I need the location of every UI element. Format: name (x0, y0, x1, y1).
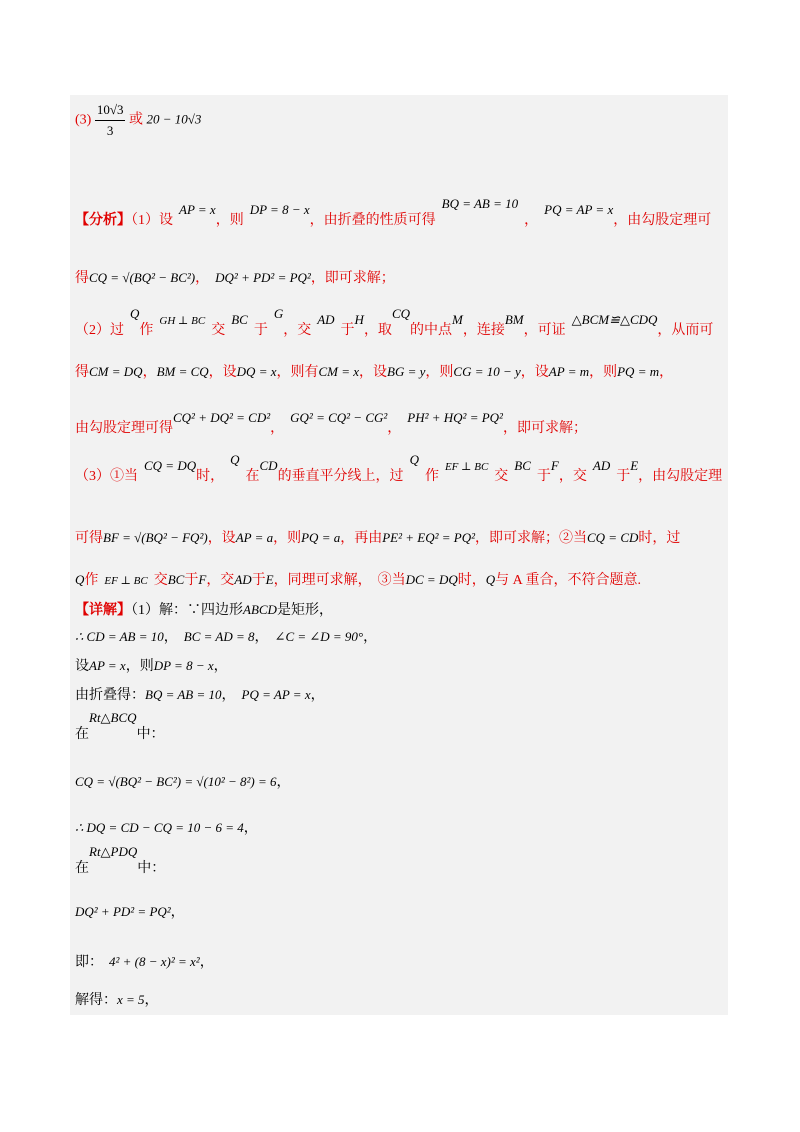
text: ，设 (207, 531, 236, 546)
text: ，设 (359, 365, 388, 380)
analysis-line-4 (75, 362, 732, 383)
math: EF ⊥ BC (104, 575, 148, 587)
text: 解得： (75, 993, 117, 1008)
math: AD (317, 312, 335, 327)
math: Q (409, 452, 419, 467)
text: ， (524, 213, 539, 228)
text: 得 (75, 365, 89, 380)
math: CQ = √(BQ² − BC²) (89, 270, 196, 285)
math: Q (75, 572, 85, 587)
math: AD (234, 572, 252, 587)
text: ③当 (377, 573, 406, 588)
math: G (273, 306, 284, 321)
fraction-denominator: 3 (106, 123, 114, 138)
math: Q (230, 452, 240, 467)
text: ，交 (283, 323, 312, 338)
text: ， (276, 775, 291, 790)
text: 作 (84, 573, 99, 588)
math: CQ = CD (587, 530, 639, 545)
text: ，由折叠的性质可得 (309, 213, 436, 228)
math: CQ = √(BQ² − BC²) = √(10² − 8²) = 6 (75, 774, 277, 789)
answer-3-alt: 20 − 10√3 (146, 111, 202, 127)
math: CD (259, 458, 278, 473)
math: E (265, 572, 274, 587)
text: ，连接 (462, 323, 505, 338)
math: BC (231, 312, 248, 327)
math: x = 5 (117, 992, 145, 1007)
detail-line-9 (75, 902, 732, 923)
answer-3-or: 或 (128, 112, 143, 128)
text: ， (243, 821, 258, 836)
math: BC (167, 572, 185, 587)
text: ，可证 (523, 323, 566, 338)
text: 时，过 (638, 531, 681, 546)
answer-3-label: (3) (75, 112, 92, 128)
math: 4² + (8 − x)² = x² (109, 954, 200, 969)
detail-line-5 (75, 710, 732, 745)
math: DQ² + PD² = PQ² (75, 904, 171, 919)
math: AD (592, 458, 611, 473)
math: GH ⊥ BC (159, 315, 206, 327)
text: 与 A 重合，不符合题意. (495, 573, 641, 588)
text: 可得 (75, 531, 103, 546)
text: ，设 (208, 365, 237, 380)
text: 作 (424, 469, 439, 484)
detail-line-6 (75, 772, 732, 793)
analysis-line-5 (75, 410, 732, 439)
detail-line-8 (75, 844, 732, 879)
text: ，即可求解； (310, 271, 395, 286)
text: 得 (75, 271, 89, 286)
text: 于 (340, 323, 355, 338)
math: DQ² + PD² = PQ² (215, 270, 311, 285)
text: 在 (75, 727, 89, 742)
math: AP = m (548, 364, 590, 379)
math: PH² + HQ² = PQ² (407, 410, 503, 425)
text: ， (195, 271, 210, 286)
answer-3-fraction (95, 100, 126, 141)
text: ， (213, 659, 228, 674)
math: ∠C = ∠D = 90° (274, 629, 364, 644)
math: BF = √(BQ² − FQ²) (103, 530, 208, 545)
math: CQ = DQ (144, 458, 197, 473)
math: CG = 10 − y (453, 364, 521, 379)
text: ，由勾股定理可 (613, 213, 712, 228)
text: ，交 (558, 469, 587, 484)
math: ∴ CD = AB = 10 (75, 629, 164, 644)
analysis-line-7 (75, 528, 732, 549)
math: BQ = AB = 10 (441, 196, 519, 211)
text: ， (163, 630, 178, 645)
math: PQ = m (617, 364, 660, 379)
math: Q (130, 306, 140, 321)
text: ， (254, 630, 269, 645)
text: 由勾股定理可得 (75, 421, 173, 436)
text: ，则 (425, 365, 454, 380)
detail-line-1 (75, 600, 732, 621)
text: 于 (616, 469, 631, 484)
text: 的中点 (410, 323, 452, 338)
text: 作 (139, 323, 154, 338)
text: ， (310, 688, 325, 703)
text: ， (221, 688, 236, 703)
math: AP = x (89, 658, 126, 673)
math: DQ = x (236, 364, 277, 379)
text: 于 (253, 323, 268, 338)
text: ， (387, 421, 402, 436)
detail-line-10 (75, 952, 732, 973)
text: ，则 (589, 365, 618, 380)
text: 交 (153, 573, 168, 588)
math: Rt△BCQ (89, 710, 137, 725)
text: 的垂直平分线上，过 (277, 469, 404, 484)
math: CM = DQ (89, 364, 143, 379)
text: 交 (494, 469, 509, 484)
math: BG = y (387, 364, 426, 379)
text: （1）解：∵四边形 (131, 603, 243, 618)
text: ， (142, 365, 157, 380)
math: BQ = AB = 10 (145, 687, 222, 702)
math: EF ⊥ BC (444, 461, 489, 473)
text: 中： (137, 861, 166, 876)
math: PQ = AP = x (241, 687, 311, 702)
text: 设 (75, 659, 89, 674)
text: 于 (251, 573, 266, 588)
math: ∴ DQ = CD − CQ = 10 − 6 = 4 (75, 820, 244, 835)
math: AP = a (235, 530, 274, 545)
math: ABCD (243, 602, 277, 617)
text: 即： (75, 955, 103, 970)
text: ，则 (273, 531, 302, 546)
math: △BCM≌△CDQ (571, 312, 658, 327)
text: 在 (245, 469, 260, 484)
text: 中： (136, 727, 165, 742)
text: 由折叠得： (75, 688, 145, 703)
detail-line-7 (75, 818, 732, 839)
math: PQ = AP = x (544, 202, 614, 217)
text: 时， (196, 469, 225, 484)
detail-line-3 (75, 656, 732, 677)
detail-line-2 (75, 627, 732, 648)
math: DP = 8 − x (249, 202, 310, 217)
analysis-line-8 (75, 570, 732, 591)
math: CM = x (318, 364, 360, 379)
math: BM = CQ (156, 364, 209, 379)
math: CQ (391, 306, 410, 321)
math: DP = 8 − x (153, 658, 214, 673)
math: BC = AD = 8 (183, 629, 255, 644)
text: ， (199, 955, 214, 970)
text: （1）设 (131, 213, 173, 228)
math: CQ² + DQ² = CD² (173, 410, 271, 425)
math: F (198, 572, 207, 587)
text: ， (363, 630, 378, 645)
analysis-line-6 (75, 452, 732, 487)
text: ，交 (206, 573, 235, 588)
math: Q (485, 572, 496, 587)
detail-heading: 【详解】 (75, 603, 131, 618)
text: ，同理可求解， (273, 573, 372, 588)
math: PE² + EQ² = PQ² (382, 530, 475, 545)
text: （2）过 (75, 323, 124, 338)
text: ，设 (520, 365, 549, 380)
text: 时， (457, 573, 486, 588)
text: ，取 (363, 323, 392, 338)
text: 于 (184, 573, 199, 588)
analysis-heading: 【分析】 (75, 213, 131, 228)
text: ， (144, 993, 159, 1008)
text: 交 (211, 323, 226, 338)
text: ，由勾股定理 (638, 469, 723, 484)
text: ，即可求解； (502, 421, 587, 436)
detail-line-11 (75, 990, 732, 1011)
text: （3）①当 (75, 469, 138, 484)
analysis-line-3 (75, 306, 732, 341)
text: ，则有 (276, 365, 319, 380)
math: BC (514, 458, 531, 473)
text: ，则 (215, 213, 244, 228)
math: GQ² = CQ² − CG² (290, 410, 388, 425)
fraction-numerator: 10√3 (95, 100, 126, 121)
text: ， (270, 421, 285, 436)
math: PQ = a (301, 530, 341, 545)
math: Rt△PDQ (89, 844, 138, 859)
math: M (452, 312, 463, 327)
math: BM (504, 312, 524, 327)
text: ，则 (125, 659, 154, 674)
analysis-line-2 (75, 268, 732, 289)
text: ，即可求解；②当 (475, 531, 587, 546)
text: ， (659, 365, 674, 380)
answer-3-line (75, 100, 732, 141)
detail-line-4 (75, 685, 732, 706)
text: 是矩形， (276, 603, 333, 618)
math: F (550, 458, 559, 473)
text: ，从而可 (657, 323, 714, 338)
math: DC = DQ (405, 572, 458, 587)
text: 在 (75, 861, 89, 876)
math: AP = x (179, 202, 216, 217)
math: H (354, 312, 364, 327)
analysis-line-1 (75, 196, 732, 231)
text: ，再由 (340, 531, 383, 546)
text: 于 (536, 469, 551, 484)
text: ， (170, 905, 185, 920)
math: E (630, 458, 639, 473)
